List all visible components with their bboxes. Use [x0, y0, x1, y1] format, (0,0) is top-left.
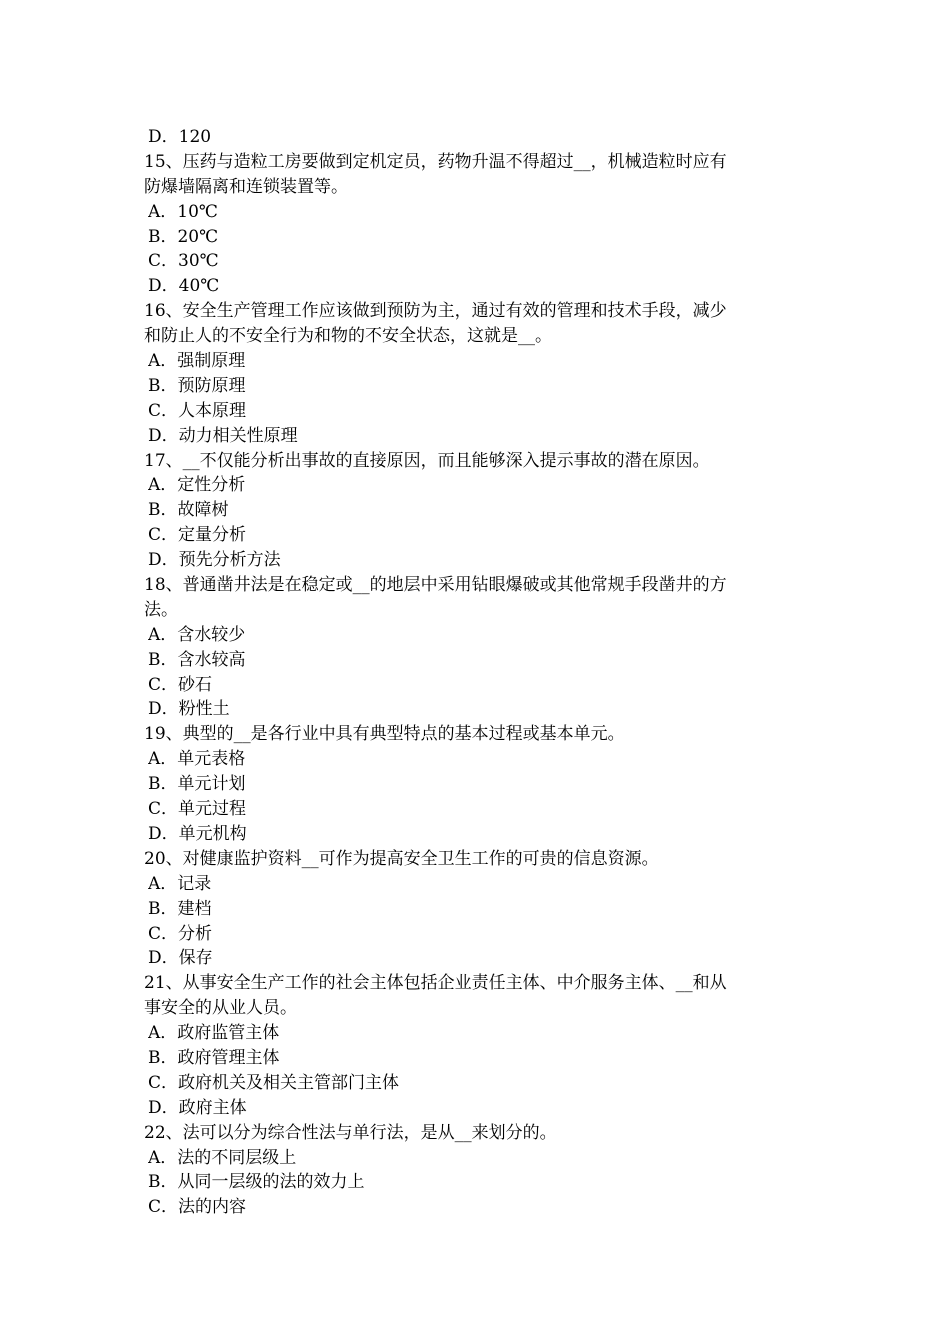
answer-option: C．分析 — [148, 923, 213, 944]
answer-option: B．故障树 — [148, 500, 229, 521]
question-text-line: 15、压药与造粒工房要做到定机定员，药物升温不得超过__，机械造粒时应有 — [144, 151, 727, 172]
answer-option: D．预先分析方法 — [148, 550, 281, 571]
answer-option: A．记录 — [148, 873, 212, 894]
answer-option: C．定量分析 — [148, 525, 247, 546]
question-text-line: 22、法可以分为综合性法与单行法，是从__来划分的。 — [144, 1122, 557, 1143]
answer-option: B．单元计划 — [148, 774, 246, 795]
answer-option: B．建档 — [148, 898, 212, 919]
answer-option: A．10℃ — [148, 201, 218, 222]
answer-option: A．法的不同层级上 — [148, 1147, 297, 1168]
answer-option: D．单元机构 — [148, 823, 247, 844]
answer-option: C．砂石 — [148, 674, 213, 695]
answer-option: B．预防原理 — [148, 375, 246, 396]
answer-option: B．含水较高 — [148, 649, 246, 670]
answer-option: B．20℃ — [148, 226, 219, 247]
question-text-line: 17、__不仅能分析出事故的直接原因，而且能够深入提示事故的潜在原因。 — [144, 450, 710, 471]
answer-option: A．强制原理 — [148, 351, 246, 372]
answer-option: D．政府主体 — [148, 1097, 247, 1118]
answer-option: A．定性分析 — [148, 475, 246, 496]
answer-option: D．120 — [148, 127, 212, 147]
answer-option: C．单元过程 — [148, 799, 247, 820]
answer-option: B．从同一层级的法的效力上 — [148, 1172, 365, 1193]
answer-option: D．保存 — [148, 948, 213, 969]
answer-option: A．单元表格 — [148, 749, 246, 770]
question-text-line: 16、安全生产管理工作应该做到预防为主，通过有效的管理和技术手段，减少 — [144, 301, 727, 322]
answer-option: D．40℃ — [148, 276, 220, 297]
answer-option: D．粉性土 — [148, 699, 230, 720]
answer-option: C．人本原理 — [148, 400, 247, 421]
answer-option: C．法的内容 — [148, 1197, 247, 1218]
question-text-line: 18、普通凿井法是在稳定或__的地层中采用钻眼爆破或其他常规手段凿井的方 — [144, 575, 727, 596]
answer-option: A．政府监管主体 — [148, 1023, 280, 1044]
question-text-line: 21、从事安全生产工作的社会主体包括企业责任主体、中介服务主体、__和从 — [144, 973, 727, 994]
question-text-line: 防爆墙隔离和连锁装置等。 — [144, 176, 348, 197]
answer-option: B．政府管理主体 — [148, 1047, 280, 1068]
answer-option: C．政府机关及相关主管部门主体 — [148, 1072, 400, 1093]
answer-option: D．动力相关性原理 — [148, 425, 298, 446]
question-text-line: 事安全的从业人员。 — [144, 998, 297, 1019]
question-text-line: 20、对健康监护资料__可作为提高安全卫生工作的可贵的信息资源。 — [144, 848, 659, 869]
document-body — [144, 125, 809, 1220]
question-text-line: 19、典型的__是各行业中具有典型特点的基本过程或基本单元。 — [144, 724, 625, 745]
question-text-line: 法。 — [144, 599, 178, 620]
answer-option: A．含水较少 — [148, 624, 246, 645]
answer-option: C．30℃ — [148, 251, 219, 272]
question-text-line: 和防止人的不安全行为和物的不安全状态，这就是__。 — [144, 326, 552, 347]
